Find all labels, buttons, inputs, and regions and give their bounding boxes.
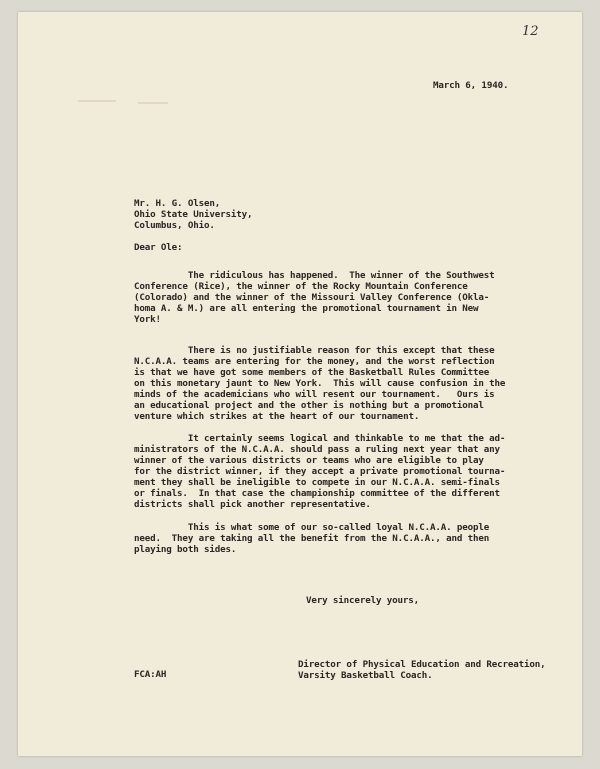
letter-date: March 6, 1940.	[433, 80, 509, 91]
body-paragraph-1: The ridiculous has happened. The winner of the Southwest Conference (Rice), the winner of the Rocky Mountain Conference (Colorado) and the winner of the Missouri Valley Conference (Okla- homa A. & M.) are all entering the promotional tournament in New York!	[134, 270, 495, 325]
faint-mark	[138, 102, 168, 104]
salutation: Dear Ole:	[134, 242, 183, 253]
address-line: Ohio State University,	[134, 209, 253, 220]
complimentary-close: Very sincerely yours,	[306, 595, 420, 606]
address-line: Columbus, Ohio.	[134, 220, 215, 231]
page-number-mark: 12	[522, 24, 539, 39]
signature-line: Varsity Basketball Coach.	[298, 670, 433, 681]
signature-line: Director of Physical Education and Recreation,	[298, 659, 546, 670]
signature-block	[298, 659, 546, 681]
body-paragraph-2: There is no justifiable reason for this except that these N.C.A.A. teams are entering for the money, and the worst reflection is that we have got some members of the Basketball Rules Committee on this monetary jaunt to New York. This will cause confusion in the minds of the academicians who will resent our tournament. Ours is an educational project and the other is nothing but a promotional venture which strikes at the heart of our tournament.	[134, 345, 506, 422]
reference-initials: FCA:AH	[134, 669, 167, 680]
recipient-address	[134, 198, 252, 231]
letter-page	[18, 12, 582, 756]
address-line: Mr. H. G. Olsen,	[134, 198, 221, 209]
body-paragraph-3: It certainly seems logical and thinkable to me that the ad- ministrators of the N.C.A.A. should pass a ruling next year that any winner of the various districts or teams who are eligible to play for the district winner, if they accept a private promotional tourna- ment they shall be ineligible to compete in our N.C.A.A. semi-finals or finals. In that case the championship committee of the different districts shall pick another representative.	[134, 433, 506, 510]
faint-mark	[78, 100, 116, 102]
body-paragraph-4: This is what some of our so-called loyal N.C.A.A. people need. They are taking all the benefit from the N.C.A.A., and then playing both sides.	[134, 522, 490, 555]
